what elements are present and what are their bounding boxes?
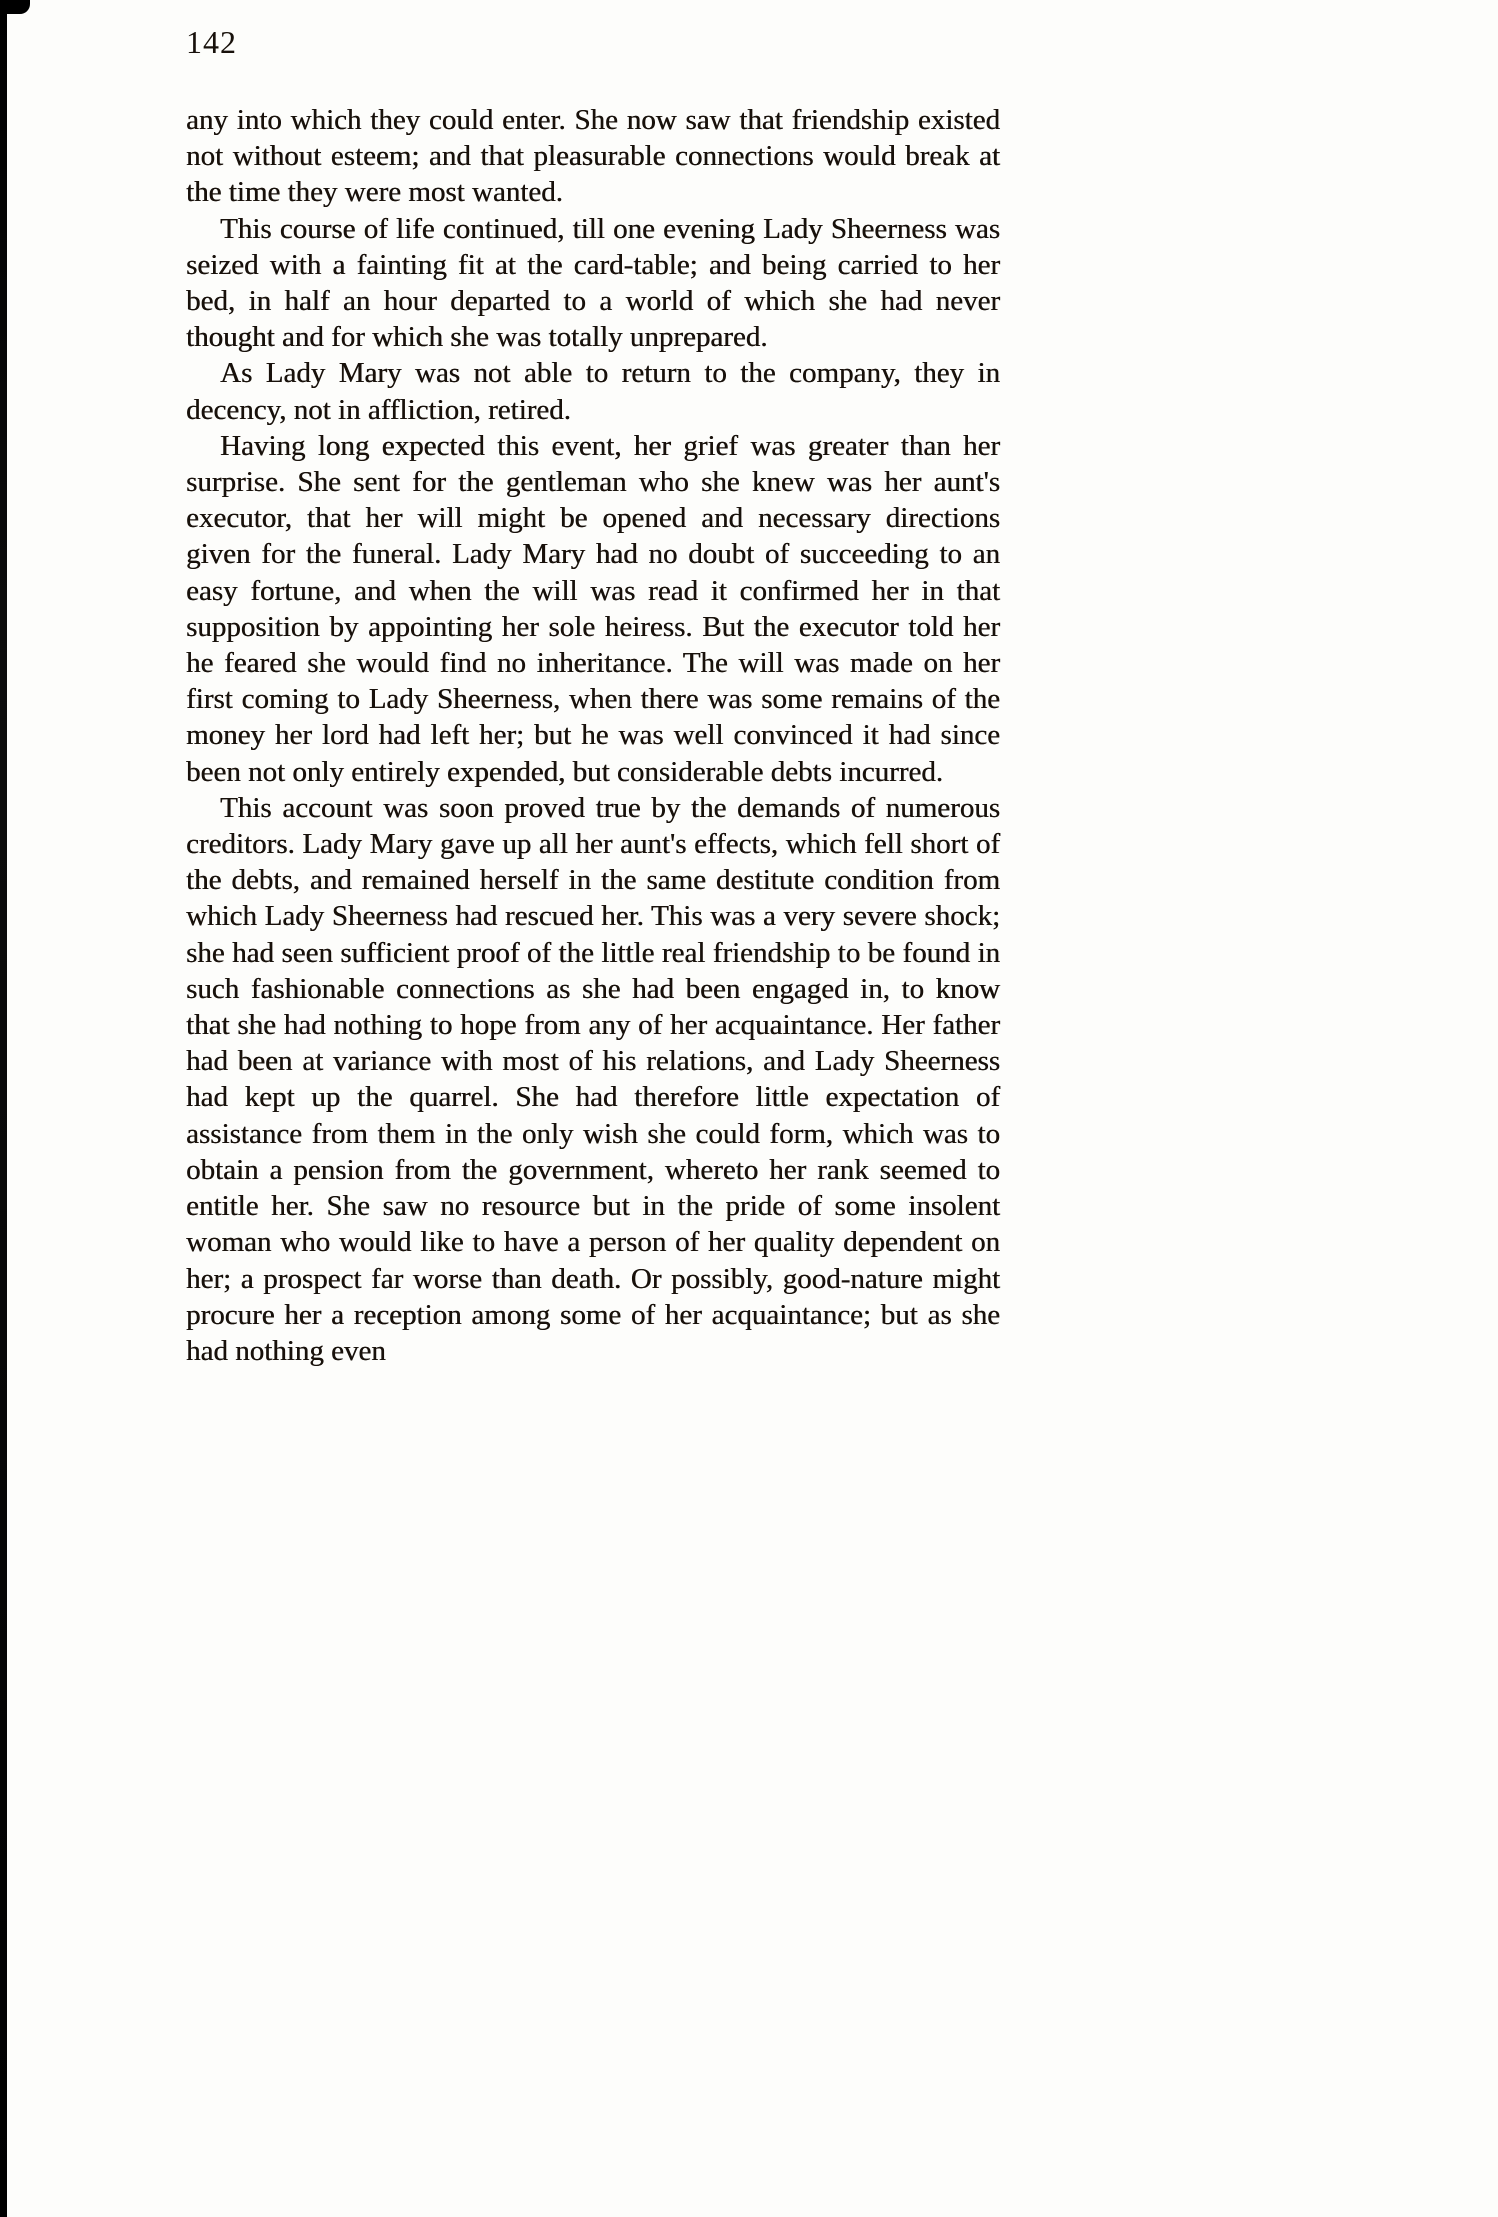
- scan-edge-artifact: [0, 0, 7, 2217]
- paragraph: Having long expected this event, her grief was greater than her surprise. She sent for the gentleman who she knew was her aunt's executor, that her will might be opened and necessary directions given for the funeral. Lady Mary had no doubt of succeeding to an easy fortune, and when the will was read it confirmed her in that supposition by appointing her sole heiress. But the executor told her he feared she would find no inheritance. The will was made on her first coming to Lady Sheerness, when there was some remains of the money her lord had left her; but he was well convinced it had since been not only entirely expended, but considerable debts incurred.: [186, 429, 1000, 788]
- body-text: [186, 102, 1000, 1369]
- paragraph: This account was soon proved true by the demands of numerous creditors. Lady Mary gave up all her aunt's effects, which fell short of the debts, and remained herself in the same destitute condition from which Lady Sheerness had rescued her. This was a very severe shock; she had seen sufficient proof of the little real friendship to be found in such fashionable connections as she had been engaged in, to know that she had nothing to hope from any of her acquaintance. Her father had been at variance with most of his relations, and Lady Sheerness had kept up the quarrel. She had therefore little expectation of assistance from them in the only wish she could form, which was to obtain a pension from the government, whereto her rank seemed to entitle her. She saw no resource but in the pride of some insolent woman who would like to have a person of her quality dependent on her; a prospect far worse than death. Or possibly, good-nature might procure her a reception among some of her acquaintance; but as she had nothing even: [186, 791, 1000, 1367]
- paragraph: any into which they could enter. She now saw that friendship existed not without esteem; and that pleasurable connections would break at the time they were most wanted.: [186, 104, 1000, 209]
- page-number: 142: [186, 24, 237, 60]
- paragraph: This course of life continued, till one evening Lady Sheerness was seized with a fainting fit at the card-table; and being carried to her bed, in half an hour departed to a world of which she had never thought and for which she was totally unprepared.: [186, 212, 1000, 354]
- scan-corner-artifact: [0, 0, 30, 14]
- paragraph: As Lady Mary was not able to return to the company, they in decency, not in affliction, retired.: [186, 357, 1000, 426]
